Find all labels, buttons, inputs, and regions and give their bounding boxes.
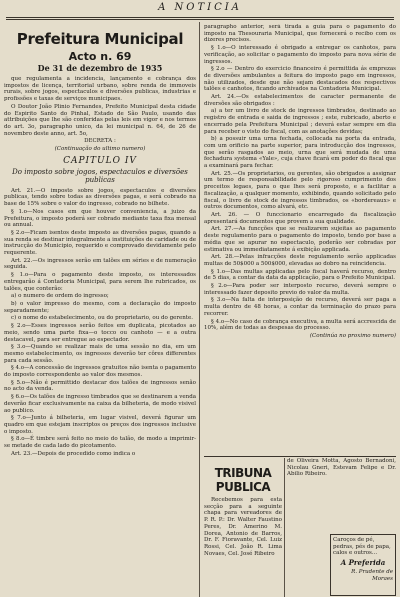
paragraph: § 4.o—No caso de cobrança executiva, a multa será accrescida de 10%, além de todas as despesas do processo.: [204, 318, 396, 332]
act-number: Acto n. 69: [68, 50, 132, 63]
advertisement-box: [330, 534, 396, 596]
paragraph: § 1.o—Das multas applicadas pelo fiscal haverá recurso, dentro de 5 dias, a contar da data da applicação, para o Prefeito Municipal.: [204, 268, 396, 282]
column-divider: [284, 458, 285, 597]
paragraph: § 1.o—Para o pagamento deste imposto, os interessados entregarão á Contadoria Municipal, para serem lhe rubricados, os talões, que conterão:: [4, 272, 196, 292]
paragraph: § 2.o—Ficam isentos deste imposto as diversões pagas, quando a sua renda se destinar integralmente a instituições de caridade ou de instrucção do Municipio, requerido e comprovado devidamente pelo requerente.: [4, 229, 196, 257]
masthead: A NOTICIA: [158, 2, 242, 13]
paragraph: § 6.o—Os talões de ingresso timbrados que se destinarem a venda deverão ficar exclusivamente na caixa da bilheteria, de modo visivel ao publico.: [4, 394, 196, 414]
paragraph: § 1.o—Nos casos em que houver conveniencia, a juizo da Prefeitura, o imposto poderá ser cobrado mediante taxa fixa mensal ou annual.: [4, 208, 196, 229]
paragraph: Art. 25.—Os proprietarios, ou gerentes, são obrigados a assignar um termo de responsabilidade pelo rigoroso cumprimento dos preceitos legaes, para o que lhes será proposto, e a facilitar a fiscalização, a qualquer momento, exhibindo, quando solicitado pelo fiscal, o livro de stock de ingressos timbrados, os «bordereaux» e outros documentos, como alvará, etc.: [204, 170, 396, 211]
paragraph: b) a possuir uma urna fechada, collocada na porta da entrada, com um orificio na parte superior, para introducção dos ingressos, que serão rasgados ao meio, urna que será mudada de uma fechadura systema «Yale», cuja chave ficará em poder do fiscal que a examinará para fechar.: [204, 136, 396, 170]
paragraph: Art. 23.—Depois de procedido como indica o: [11, 450, 136, 457]
ad-signature: R. Prudente de Moraes: [351, 569, 393, 582]
continuation-note: (Continúa no proximo numero): [309, 332, 396, 339]
paragraph: § 3.o—Na falta de interposição de recurso, deverá ser paga a multa dentro de 48 horas, a contar da terminação do prazo para recorrer.: [204, 297, 396, 317]
paragraph: § 2.o — Dentro do exercicio financeiro é permittida ás emprezas de diversões ambulantes a feitura do imposto pago em ingressos, não utilizados, desde que não sejam destacados dos respectivos talões e canhotos, ficando archivados na Contadoria Municipal.: [204, 66, 396, 93]
tribuna-column: [204, 458, 282, 597]
paragraph: Art. 21.—O imposto sobre jogos, espectaculos e diversões publicas, tendo sobre todas as diversões pagas, e será cobrado na base de 15% sobre o valor do ingresso, cobrado no bilhete.: [4, 187, 196, 208]
ad-text: Caroços de pé, pedras, pés de papa, calos e outros...: [333, 537, 391, 557]
paragraph: c) o nome do estabelecimento, ou do proprietario, ou do gerente.: [11, 315, 194, 322]
paragraph: Art. 26. — O funccionario encarregado da fiscalização apresentará documentos que provem a sua qualidade.: [204, 211, 396, 225]
paragraph: O Doutor João Plinio Fernandes, Prefeito Municipal desta cidade do Espirito Santo do Pinhal, Estado de São Paulo, usando das attribuições que lhe são conferidas pelas leis em vigor e nos termos do art. 3o, paragrapho unico, da lei municipal n. 64, de 26 de novembro deste anno, art. 5o,: [4, 103, 196, 137]
paragraph: § 2.o—Para poder ser interposto recurso, deverá sempre o interessado fazer deposito previo do valor da multa.: [204, 283, 396, 296]
side-text: de Oliveira Motta, Agosto Bernadoni, Nicolau Gneri, Estevam Felipe e Dr. Abilio Ribeiro.: [287, 458, 396, 478]
ad-title: A Preferida: [340, 558, 386, 568]
tribuna-title: TRIBUNA PUBLICA: [214, 466, 272, 494]
right-column: [204, 24, 396, 456]
paragraph: Art. 27.—As funcções que se realizarem sujeitas ao pagamento deste regulamento para o pagamento do imposto, tendo por base a média que se apurar no espectaculo, poderão ser cobradas por estimativa ou immediatamente á exibição applicada.: [204, 226, 396, 253]
left-column: [4, 24, 196, 596]
tribuna-text: Recebemos para esta secção para a seguinte chapa para vereadores de P. R. P.: Dr. Walter Faustino Peres, Dr. Amerino M. Dorea, Antonio de Barros, Dr. F. Fioravante, Cel. Luiz Rossi, Cel. João R. Lima Novaes, Cel. José Ribeiro: [204, 497, 282, 557]
column-divider: [199, 22, 200, 597]
section-rule: [204, 456, 396, 457]
chapter-subheading: Do imposto sobre jogos, espectaculos e diversões publicas: [12, 167, 188, 184]
paragraph: § 2.o—Esses ingressos serão feitos em duplicata, picotados ao meio, sendo uma parte fixa—o tocco ou canhoto — e a outra destacavel, para ser entregue ao espectador.: [4, 323, 196, 343]
paragraph: § 8.o—É timbre será feito no meio do talão, de modo a imprimir-se metade de cada lado do picotamento.: [4, 436, 196, 450]
paragraph: § 4.o—A concessão de ingressos gratuitos não isenta o pagamento do imposto correspondente ao valor dos mesmos.: [4, 365, 196, 379]
masthead-rule: [6, 17, 394, 18]
continuation-note: (Continuação do ultimo numero): [54, 146, 146, 153]
chapter-heading: CAPITULO IV: [63, 155, 137, 166]
paragraph: Art. 24.—Os estabelecimentos de caracter permanente de diversões são obrigados :: [204, 94, 396, 107]
paragraph: que regulamenta a incidencia, lançamento e cobrança dos impostos de licença, territorial urbano, sobre renda de immoveis rurais, sobre jogos, espectaculos e diversões publicas, industrias e profissões e taxas de serviços municipaes.: [4, 76, 196, 103]
paragraph: § 3.o—Quando se realizar mais de uma sessão no dia, em um mesmo estabelecimento, os ingressos deverão ter côres differentes para cada sessão.: [4, 344, 196, 364]
paragraph: b) o valor impresso do mesmo, com a declaração do imposto separadamente;: [4, 300, 196, 314]
paragraph: § 1.o—O interessado é obrigado a entregar os canhotos, para verificação, ao solicitar o pagamento do imposto para nova série de ingressos.: [204, 45, 396, 65]
section-title: Prefeitura Municipal: [16, 30, 184, 48]
act-date: De 31 de dezembro de 1935: [37, 63, 163, 73]
paragraph: a) a ter um livro de stock de ingressos timbrados, destinado ao registro de entrada e saida de ingressos ; este, rubricado, aberto e encerrado pela Prefeitura Municipal ; deverá estar sempre em dia para receber o visto do fiscal, com as anotações devidas;: [204, 108, 396, 135]
masthead-rule-2: [6, 19, 394, 20]
paragraph: Art. 28.—Pelas infracções deste regulamento serão applicadas multas de 50$000 a 500$000, elevadas ao dobro na reincidencia.: [204, 254, 396, 267]
paragraph: § 5.o—Não é permittido destacar dos talões de ingressos senão no acto da venda.: [4, 379, 196, 393]
paragraph: Art. 22.—Os ingressos serão em talões em séries e de numeração seguida.: [4, 257, 196, 271]
decreta-label: DECRETA :: [84, 138, 116, 145]
paragraph: paragrapho anterior, será tirada a guia para o pagamento do imposto na Thesouraria Municipal, que fornecerá o recibo com os dizeres precisos.: [204, 24, 396, 44]
paragraph: a) o numero de ordem do ingresso;: [11, 293, 109, 300]
paragraph: § 7.o—Junto á bilheteria, em lugar visivel, deverá figurar um quadro em que estejam inscriptos os preços dos ingressos inclusive o imposto.: [4, 415, 196, 435]
